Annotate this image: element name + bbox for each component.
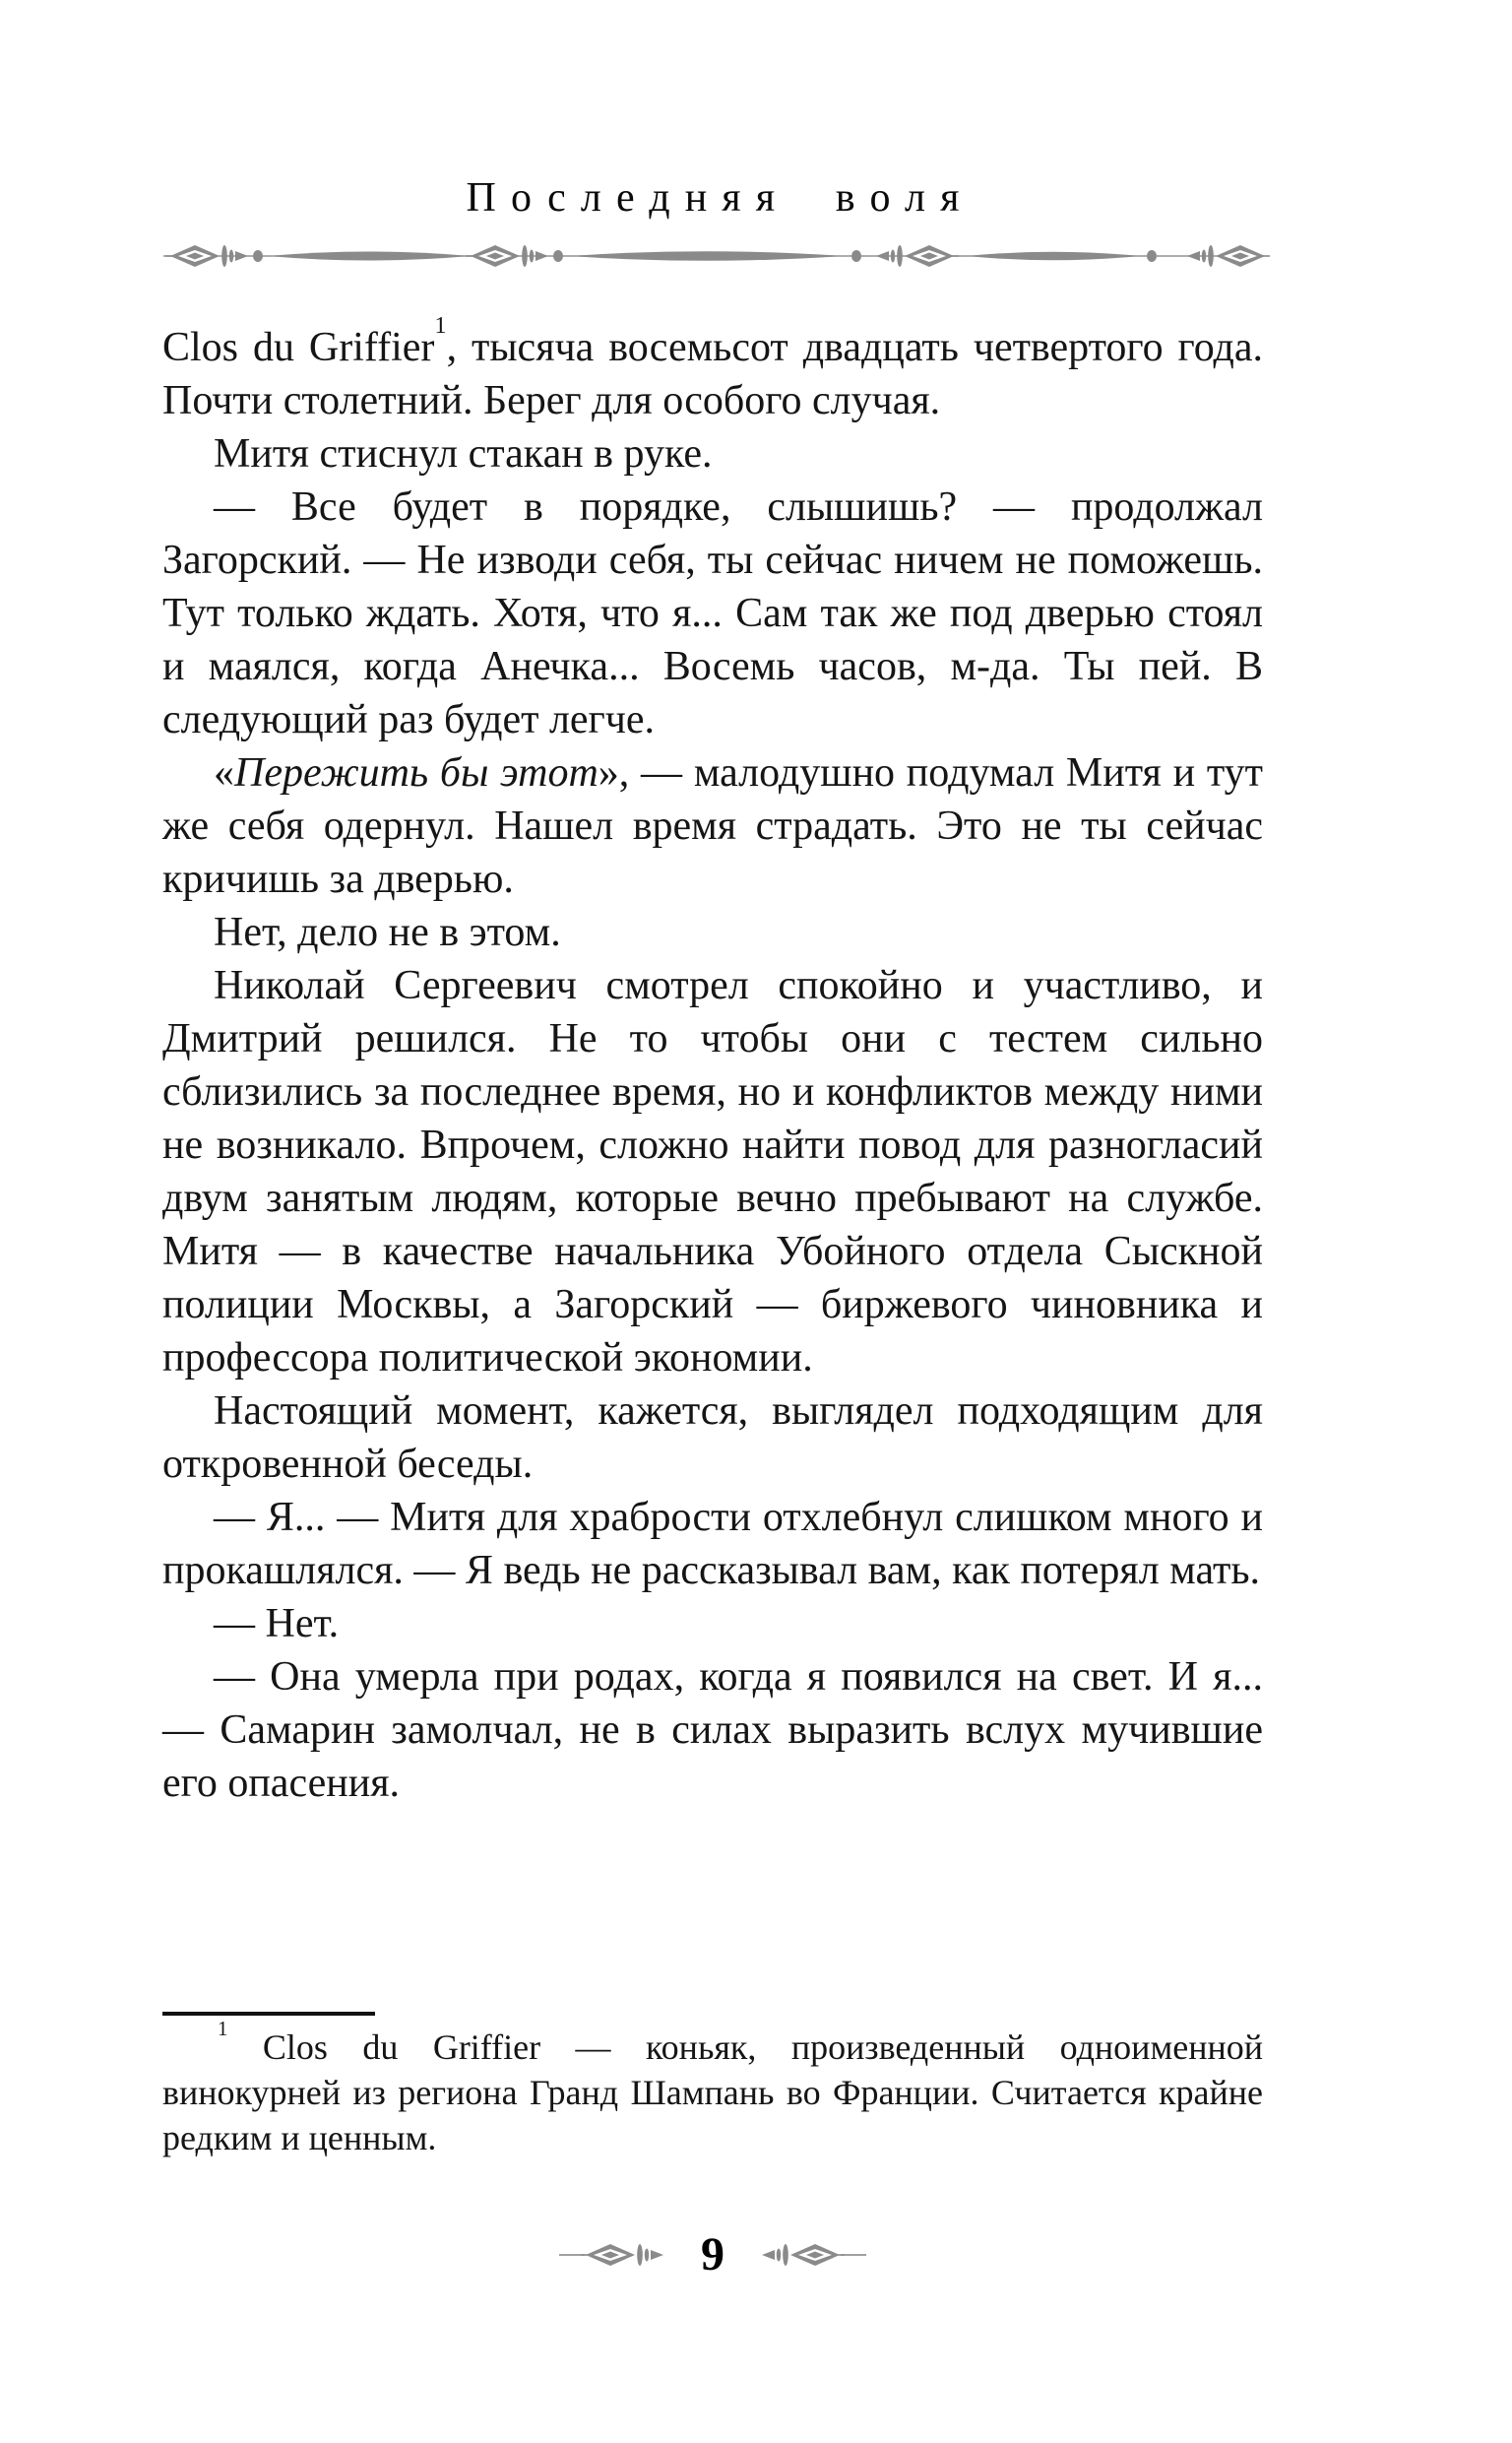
text-run: Clos du Griffier	[162, 325, 435, 370]
paragraph	[162, 1597, 1263, 1650]
text-run: — Все будет в порядке, слышишь? — продолжал Загорский. — Не изводи себя, ты сейчас ничем не поможешь. Тут только ждать. Хотя, что я... Сам так же под дверью стоял и маялся, когда Анечка... Восемь часов, м-да. Ты пей. В следующий раз будет легче.	[162, 484, 1263, 742]
footnote-marker: 1	[218, 2016, 228, 2040]
header-divider-ornament-icon	[156, 240, 1272, 272]
text-run: Clos du Griffier — коньяк, произведенный одноименной винокурней из региона Гранд Шампань во Франции. Считается крайне редким и ценным.	[162, 2027, 1263, 2157]
text-run: — Нет.	[214, 1601, 340, 1646]
footnote-text	[162, 2016, 1263, 2160]
text-run: — Она умерла при родах, когда я появился на свет. И я... — Самарин замолчал, не в силах выразить вслух мучившие его опасения.	[162, 1654, 1263, 1806]
text-run: Настоящий момент, кажется, выглядел подходящим для откровенной беседы.	[162, 1388, 1263, 1487]
text-run: , тысяча восемьсот двадцать четвертого года. Почти столетний. Берег для особого случая.	[162, 325, 1263, 423]
text-run: — Я... — Митя для храбрости отхлебнул слишком много и прокашлялся. — Я ведь не рассказывал вам, как потерял мать.	[162, 1495, 1263, 1593]
paragraph	[162, 1384, 1263, 1491]
text-run: Пережить бы этот	[234, 750, 598, 796]
page-footer	[162, 2223, 1263, 2286]
paragraph	[162, 746, 1263, 906]
text-run: Митя стиснул стакан в руке.	[214, 431, 713, 477]
text-run: Николай Сергеевич смотрел спокойно и участливо, и Дмитрий решился. Не то чтобы они с тестем сильно сблизились за последнее время, но и конфликтов между ними не возникало. Впрочем, сложно найти повод для разногласий двум занятым людям, которые вечно пребывают на службе. Митя — в качестве начальника Убойного отдела Сыскной полиции Москвы, а Загорский — биржевого чиновника и профессора политической экономии.	[162, 963, 1263, 1381]
paragraph	[162, 959, 1263, 1384]
paragraph	[162, 311, 1263, 427]
paragraph	[162, 1650, 1263, 1810]
text-run: «	[214, 750, 234, 796]
text-run: Нет, дело не в этом.	[214, 910, 561, 955]
paragraph	[162, 906, 1263, 959]
page-number: 9	[701, 2228, 724, 2281]
body-text	[162, 311, 1263, 1810]
paragraph	[162, 427, 1263, 481]
paragraph	[162, 1491, 1263, 1597]
running-head-title: Последняя воля	[466, 175, 975, 221]
paragraph	[162, 481, 1263, 746]
footnote-separator-rule	[162, 2012, 375, 2016]
footnote-marker: 1	[434, 311, 447, 339]
footnote-paragraph	[162, 2016, 1263, 2160]
text-run: », — малодушно подумал Митя и тут же себя одернул. Нашел время страдать. Это не ты сейчас кричишь за дверью.	[162, 750, 1263, 902]
footer-flourish-right-icon	[756, 2239, 866, 2271]
footer-flourish-left-icon	[559, 2239, 669, 2271]
